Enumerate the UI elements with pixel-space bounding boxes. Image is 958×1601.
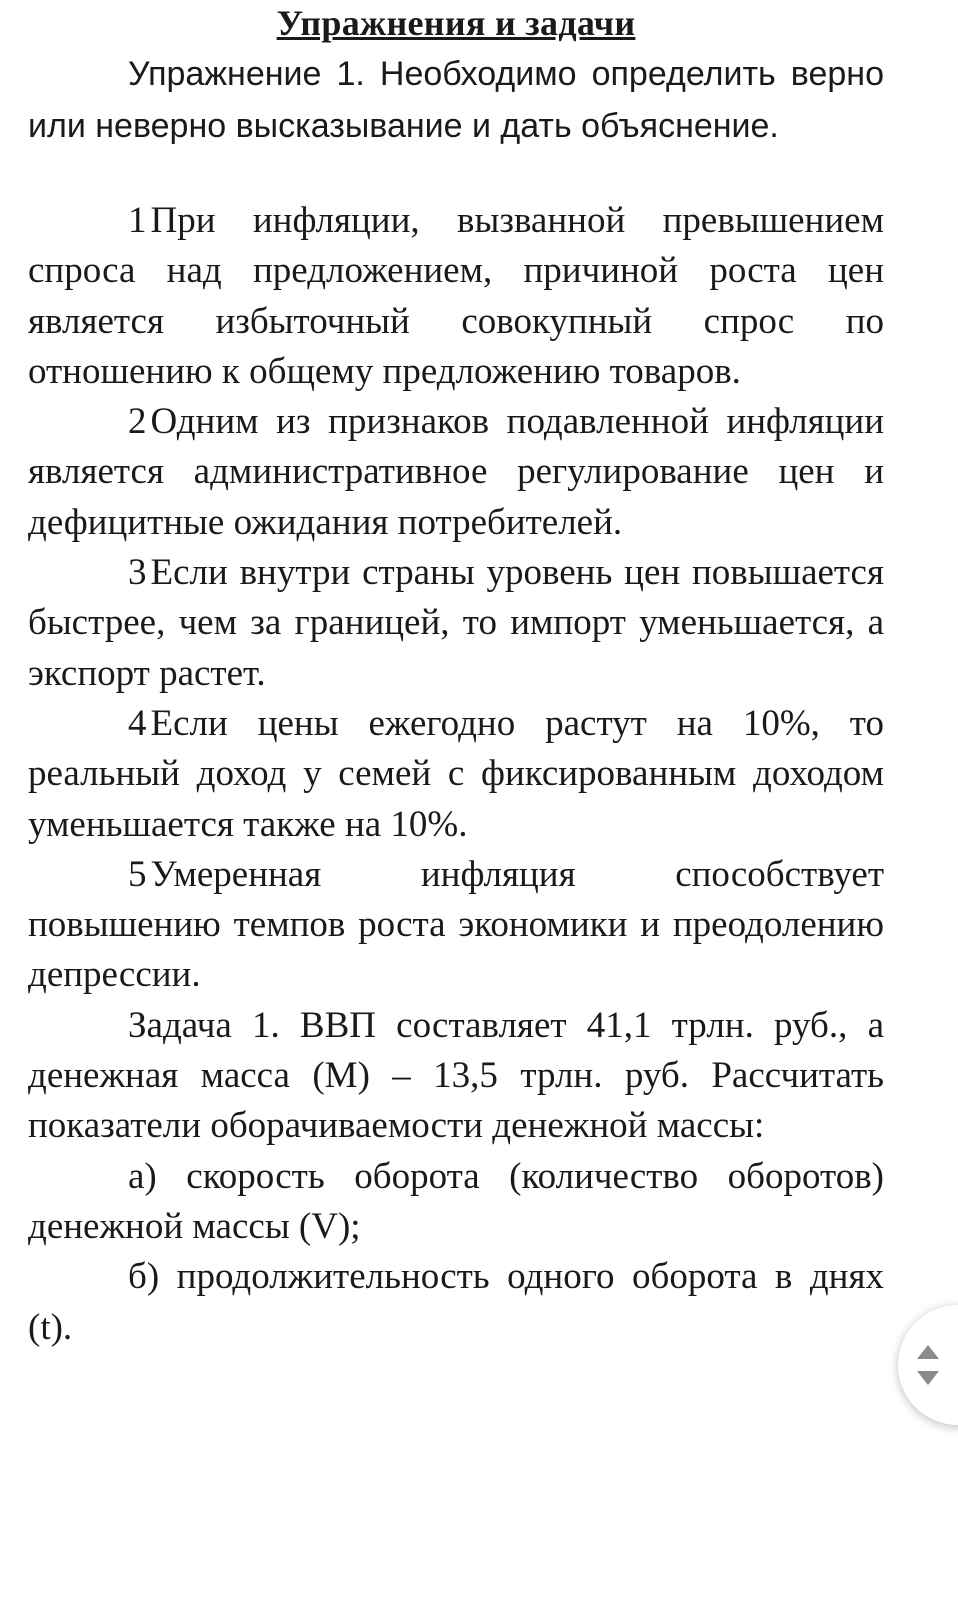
statement-text: Одним из признаков подавленной инфляции является административное регулирование цен и дефицитные ожидания потребителей. (28, 401, 884, 543)
fast-scroll-handle[interactable] (898, 1305, 958, 1425)
statement-number: 2 (128, 401, 147, 443)
statement-number: 3 (128, 552, 147, 594)
exercise-intro: Упражнение 1. Необходимо определить верно или неверно высказывание и дать объяснение. (28, 55, 884, 145)
statement-text: Умеренная инфляция способствует повышению темпов роста экономики и преодолению депрессии. (28, 853, 884, 996)
task-1-item-a: а) скорость оборота (количество оборотов) денежной массы (V); (28, 1155, 884, 1247)
statement-number: 4 (128, 702, 147, 744)
statement-number: 5 (128, 853, 147, 895)
paragraph-gap (28, 152, 884, 196)
statement-5 (28, 850, 884, 1001)
up-down-arrows-icon (916, 1343, 940, 1387)
page-title: Упражнения и задачи (276, 3, 636, 43)
statement-text: При инфляции, вызванной превышением спроса над предложением, причиной роста цен является избыточный совокупный спрос по отношению к общему предложению товаров. (28, 200, 884, 392)
statement-text: Если внутри страны уровень цен повышается быстрее, чем за границей, то импорт уменьшается, а экспорт растет. (28, 552, 884, 694)
document-page (28, 0, 884, 1353)
statement-3 (28, 548, 884, 699)
statement-4 (28, 699, 884, 850)
statement-number: 1 (128, 200, 147, 241)
task-1-text: Задача 1. ВВП составляет 41,1 трлн. руб., а денежная масса (М) – 13,5 трлн. руб. Рассчитать показатели оборачиваемости денежной массы: (28, 1004, 884, 1147)
statement-text: Если цены ежегодно растут на 10%, то реальный доход у семей с фиксированным доходом уменьшается также на 10%. (28, 702, 884, 845)
statement-2 (28, 397, 884, 548)
statement-1 (28, 196, 884, 397)
task-1-item-b: б) продолжительность одного оборота в днях (t). (28, 1256, 884, 1348)
